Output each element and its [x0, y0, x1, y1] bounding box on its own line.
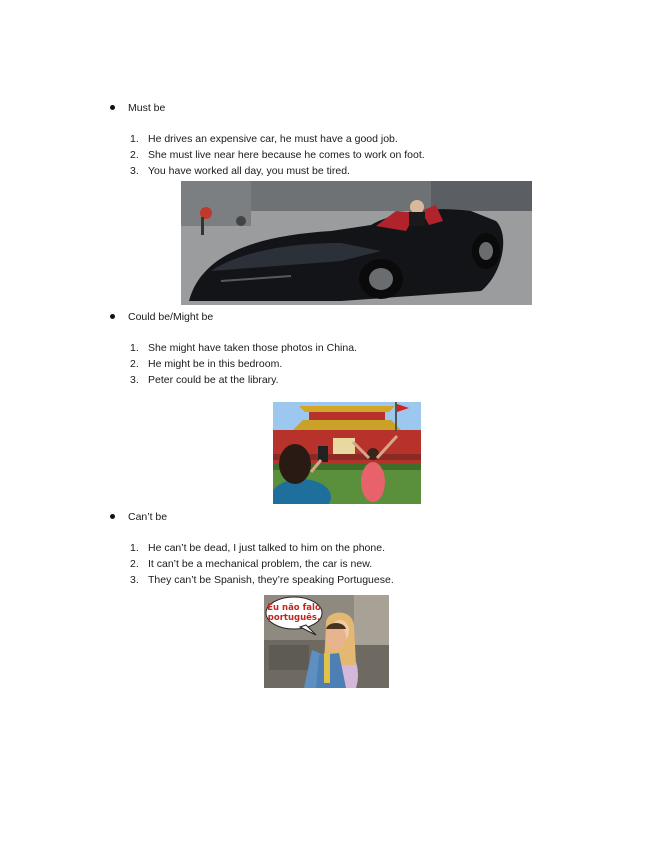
item-text: She might have taken those photos in China. — [148, 342, 357, 354]
heading-text: Must be — [128, 102, 166, 114]
item-text: He can’t be dead, I just talked to him on the phone. — [148, 542, 385, 554]
item-text: Peter could be at the library. — [148, 374, 279, 386]
list-item — [130, 148, 425, 162]
list-item — [130, 341, 357, 355]
item-text: It can’t be a mechanical problem, the car is new. — [148, 558, 373, 570]
heading-text: Could be/Might be — [128, 311, 214, 323]
item-number: 1. — [130, 133, 139, 145]
comic-illustration — [264, 595, 389, 688]
bullet-icon — [110, 314, 115, 319]
list-item — [130, 373, 279, 387]
item-number: 3. — [130, 165, 139, 177]
item-text: They can’t be Spanish, they’re speaking Portuguese. — [148, 574, 394, 586]
list-item — [130, 541, 385, 555]
heading-text: Can’t be — [128, 511, 168, 523]
item-text: You have worked all day, you must be tired. — [148, 165, 350, 177]
item-text: He might be in this bedroom. — [148, 358, 283, 370]
item-number: 1. — [130, 542, 139, 554]
speech-line: Eu não falo — [267, 603, 321, 613]
list-item — [130, 164, 350, 178]
sports-car-photo — [181, 181, 532, 305]
speech-bubble-text — [265, 603, 323, 623]
bullet-icon — [110, 514, 115, 519]
bullet-icon — [110, 105, 115, 110]
item-number: 2. — [130, 358, 139, 370]
item-number: 2. — [130, 149, 139, 161]
bullet-heading — [110, 310, 213, 324]
item-number: 3. — [130, 574, 139, 586]
item-number: 2. — [130, 558, 139, 570]
list-item — [130, 557, 372, 571]
list-item — [130, 357, 282, 371]
item-text: He drives an expensive car, he must have a good job. — [148, 133, 398, 145]
list-item — [130, 573, 394, 587]
bullet-heading — [110, 510, 167, 524]
item-number: 3. — [130, 374, 139, 386]
list-item — [130, 132, 398, 146]
item-text: She must live near here because he comes to work on foot. — [148, 149, 425, 161]
tiananmen-photo — [273, 402, 421, 504]
speech-line: português. — [267, 613, 321, 623]
item-number: 1. — [130, 342, 139, 354]
bullet-heading — [110, 101, 165, 115]
